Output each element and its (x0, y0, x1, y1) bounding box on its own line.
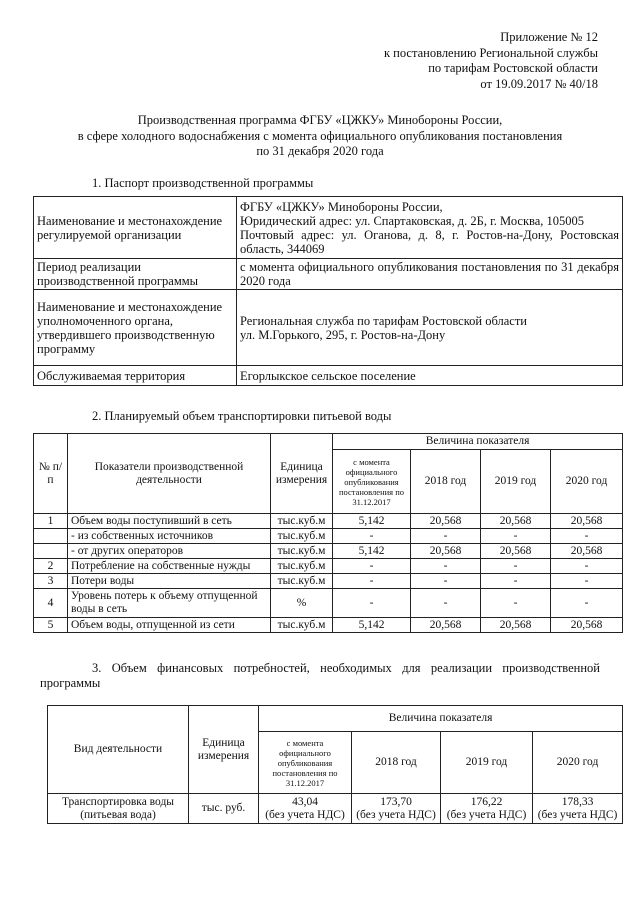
cell-num: 1 (34, 514, 68, 529)
table-row (48, 794, 623, 824)
cell-name: Потребление на собственные нужды (68, 559, 271, 574)
header-indicator: Показатели производственной деятельности (68, 434, 271, 514)
cell-value: - (481, 559, 551, 574)
header-unit: Единица измерения (271, 434, 333, 514)
title-line: по 31 декабря 2020 года (256, 144, 384, 158)
cell-value: 20,568 (411, 544, 481, 559)
header-value-group: Величина показателя (259, 706, 623, 732)
header-col-2020: 2020 год (533, 732, 623, 794)
header-activity: Вид деятельности (48, 706, 189, 794)
passport-row (34, 259, 623, 290)
passport-value (237, 290, 623, 366)
approval-line: по тарифам Ростовской области (428, 61, 598, 75)
header-row (48, 706, 623, 732)
cell-value: 20,568 (411, 514, 481, 529)
value-note: (без учета НДС) (356, 808, 436, 821)
table-row (34, 589, 623, 618)
passport-label: Наименование и местонахождение уполномоченного органа, утвердившего производственную программу (34, 290, 237, 366)
cell-value: 5,142 (333, 618, 411, 633)
section1-heading: 1. Паспорт производственной программы (92, 176, 314, 190)
section3-heading-line: программы (40, 676, 101, 690)
cell-unit: тыс.куб.м (271, 529, 333, 544)
cell-value: 20,568 (481, 544, 551, 559)
approval-line: Приложение № 12 (500, 30, 598, 44)
water-volume-table (33, 433, 623, 633)
cell-value: - (333, 559, 411, 574)
cell-value: - (411, 589, 481, 618)
table-row (34, 529, 623, 544)
value-amount: 43,04 (292, 795, 318, 808)
header-col-2018: 2018 год (352, 732, 441, 794)
cell-value: 20,568 (481, 618, 551, 633)
cell-name: Объем воды, отпущенной из сети (68, 618, 271, 633)
header-col-2019: 2019 год (441, 732, 533, 794)
cell-num (34, 544, 68, 559)
cell-value: - (411, 574, 481, 589)
cell-value (441, 794, 533, 824)
table-row (34, 574, 623, 589)
cell-value: 20,568 (551, 544, 623, 559)
cell-value (533, 794, 623, 824)
cell-value: - (333, 529, 411, 544)
cell-name: Объем воды поступивший в сеть (68, 514, 271, 529)
value-amount: 173,70 (380, 795, 412, 808)
header-col-2018: 2018 год (411, 450, 481, 514)
cell-unit: тыс. руб. (189, 794, 259, 824)
cell-num: 4 (34, 589, 68, 618)
header-unit: Единица измерения (189, 706, 259, 794)
passport-row (34, 197, 623, 259)
cell-value: - (333, 574, 411, 589)
value-note: (без учета НДС) (537, 808, 618, 821)
cell-value: - (411, 559, 481, 574)
header-num: № п/п (34, 434, 68, 514)
value-line: ФГБУ «ЦЖКУ» Минобороны России, (240, 199, 443, 214)
cell-value: - (411, 529, 481, 544)
cell-value: - (551, 559, 623, 574)
cell-unit: тыс.куб.м (271, 559, 333, 574)
title-line: в сфере холодного водоснабжения с момента официального опубликования постановления (77, 128, 563, 143)
passport-row (34, 366, 623, 386)
cell-value: - (551, 529, 623, 544)
value-line: Почтовый адрес: ул. Оганова, д. 8, г. Ростов-на-Дону, Ростовская область, 344069 (240, 227, 619, 256)
value-amount: 176,22 (470, 795, 503, 808)
header-col-official: с момента официального опубликования постановления по 31.12.2017 (259, 732, 352, 794)
cell-value: - (481, 529, 551, 544)
document-title (40, 113, 600, 160)
value-note: (без учета НДС) (446, 808, 527, 821)
cell-value: - (333, 589, 411, 618)
value-line: ул. М.Горького, 295, г. Ростов-на-Дону (240, 327, 446, 342)
cell-name: - от других операторов (68, 544, 271, 559)
cell-value (352, 794, 441, 824)
passport-label: Период реализации производственной программы (34, 259, 237, 290)
section3-heading (40, 661, 600, 691)
title-line: Производственная программа ФГБУ «ЦЖКУ» Минобороны России, (137, 113, 503, 127)
passport-label: Наименование и местонахождение регулируемой организации (34, 197, 237, 259)
cell-value: - (481, 589, 551, 618)
cell-unit: тыс.куб.м (271, 574, 333, 589)
cell-name: - из собственных источников (68, 529, 271, 544)
cell-unit: % (271, 589, 333, 618)
value-amount: 178,33 (561, 795, 594, 808)
cell-name: Потери воды (68, 574, 271, 589)
approval-line: к постановлению Региональной службы (383, 45, 598, 60)
cell-unit: тыс.куб.м (271, 544, 333, 559)
cell-value (259, 794, 352, 824)
cell-num: 3 (34, 574, 68, 589)
cell-num (34, 529, 68, 544)
cell-value: 20,568 (551, 514, 623, 529)
financial-needs-table (47, 705, 623, 824)
value-line: Региональная служба по тарифам Ростовской области (240, 313, 527, 328)
cell-value: - (481, 574, 551, 589)
header-col-official: с момента официального опубликования постановления по 31.12.2017 (333, 450, 411, 514)
cell-value: 20,568 (551, 618, 623, 633)
cell-unit: тыс.куб.м (271, 618, 333, 633)
section3-heading-line: 3. Объем финансовых потребностей, необходимых для реализации производственной (92, 661, 600, 675)
approval-line: от 19.09.2017 № 40/18 (480, 76, 598, 91)
cell-num: 2 (34, 559, 68, 574)
header-col-2019: 2019 год (481, 450, 551, 514)
cell-activity: Транспортировка воды (питьевая вода) (48, 794, 189, 824)
cell-value: 20,568 (411, 618, 481, 633)
passport-label: Обслуживаемая территория (34, 366, 237, 386)
passport-value: с момента официального опубликования постановления по 31 декабря 2020 года (237, 259, 623, 290)
passport-row (34, 290, 623, 366)
header-value-group: Величина показателя (333, 434, 623, 450)
passport-value (237, 197, 623, 259)
table-row (34, 514, 623, 529)
passport-value: Егорлыкское сельское поселение (237, 366, 623, 386)
table-row (34, 559, 623, 574)
cell-value: - (551, 589, 623, 618)
header-row (34, 434, 623, 450)
cell-value: 5,142 (333, 514, 411, 529)
table-row (34, 544, 623, 559)
cell-name: Уровень потерь к объему отпущенной воды в сеть (68, 589, 271, 618)
header-col-2020: 2020 год (551, 450, 623, 514)
cell-num: 5 (34, 618, 68, 633)
section2-heading: 2. Планируемый объем транспортировки питьевой воды (92, 409, 392, 423)
value-line: Юридический адрес: ул. Спартаковская, д. 2Б, г. Москва, 105005 (240, 213, 585, 228)
approval-block (384, 30, 598, 92)
cell-unit: тыс.куб.м (271, 514, 333, 529)
cell-value: 20,568 (481, 514, 551, 529)
value-note: (без учета НДС) (265, 808, 345, 821)
table-row (34, 618, 623, 633)
passport-table (33, 196, 623, 386)
cell-value: 5,142 (333, 544, 411, 559)
cell-value: - (551, 574, 623, 589)
